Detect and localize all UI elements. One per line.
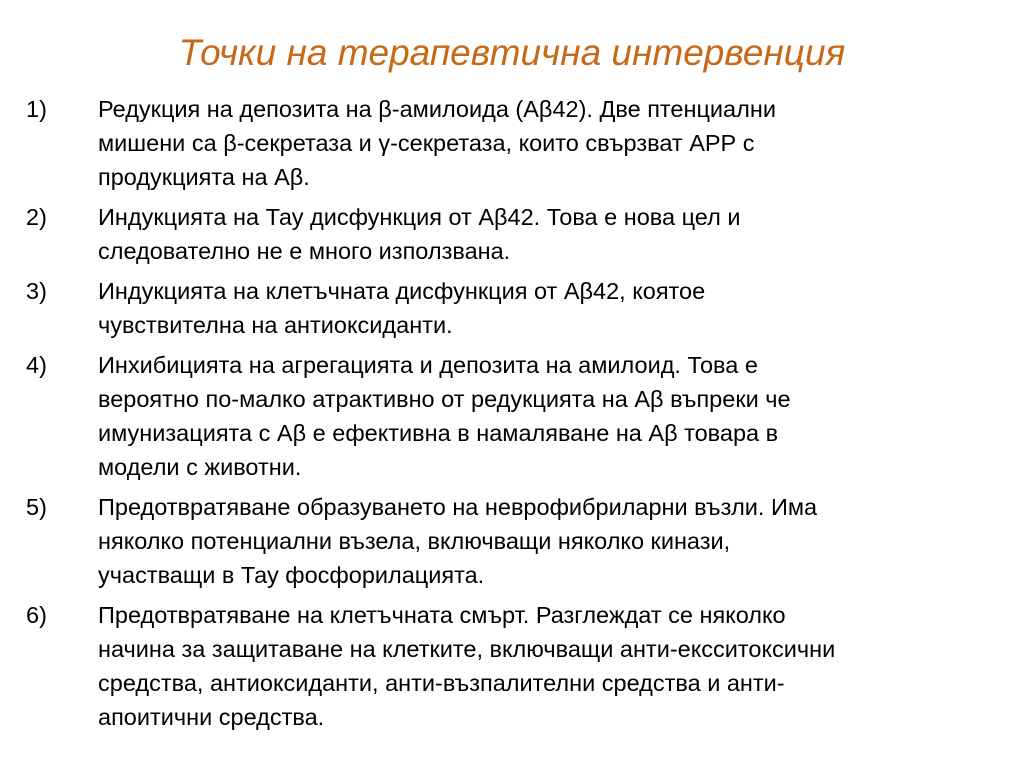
numbered-list	[26, 92, 996, 740]
list-item	[26, 348, 996, 484]
list-item	[26, 200, 996, 268]
list-item-number: 1)	[26, 96, 47, 122]
list-item-text: Индукцията на клетъчната дисфункция от Аβ42, коятое чувствителна на антиоксиданти.	[98, 278, 706, 338]
list-item-text: Предотвратяване образуването на неврофибриларни възли. Има няколко потенциални възела, включващи няколко кинази, участващи в Тау фосфорилацията.	[98, 494, 818, 588]
list-item-number: 4)	[26, 352, 47, 378]
list-item-number: 6)	[26, 602, 47, 628]
list-item-text: Редукция на депозита на β-амилоида (Аβ42). Две птенциални мишени са β-секретаза и γ-секретаза, които свързват АРР с продукцията на Аβ.	[98, 96, 776, 190]
list-item	[26, 598, 996, 734]
slide-title: Точки на терапевтична интервенция	[178, 32, 846, 73]
list-item	[26, 274, 996, 342]
list-item	[26, 490, 996, 592]
list-item-text: Инхибицията на агрегацията и депозита на амилоид. Това е вероятно по-малко атрактивно от редукцията на Аβ въпреки че имунизацията с Аβ е ефективна в намаляване на Аβ товара в модели с животни.	[98, 352, 791, 480]
list-item-text: Предотвратяване на клетъчната смърт. Разглеждат се няколко начина за защитаване на клетките, включващи анти-ексситоксични средства, антиоксиданти, анти-възпалителни средства и анти- апоитични средства.	[98, 602, 836, 730]
list-item-number: 2)	[26, 204, 47, 230]
list-item-number: 5)	[26, 494, 47, 520]
list-item-text: Индукцията на Тау дисфункция от Аβ42. Това е нова цел и следователно не е много използвана.	[98, 204, 741, 264]
list-item-number: 3)	[26, 278, 47, 304]
list-item	[26, 92, 996, 194]
